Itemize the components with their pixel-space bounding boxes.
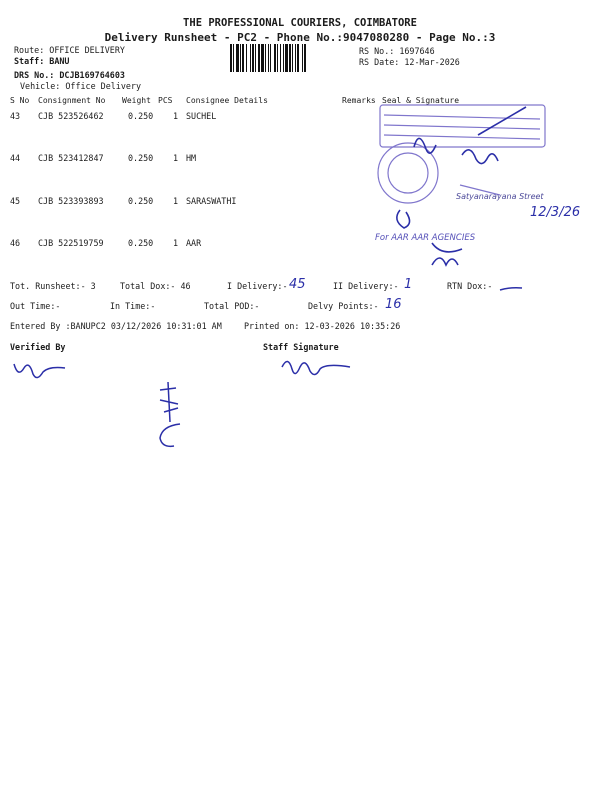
i-delivery-label: I Delivery:- [227, 281, 288, 291]
printed-on: Printed on: 12-03-2026 10:35:26 [244, 321, 401, 331]
barcode-bar [230, 44, 232, 72]
row-weight: 0.250 [128, 238, 154, 248]
ii-delivery-value: 1 [404, 277, 413, 292]
barcode-bar [250, 44, 251, 72]
row-consignee: HM [186, 153, 197, 163]
delvy-points-label: Delvy Points:- [308, 301, 379, 311]
barcode-bar [236, 44, 239, 72]
row-pcs: 1 [173, 196, 179, 206]
stamp-street-text: Satyanarayana Street [456, 192, 544, 201]
route-label: Route: OFFICE DELIVERY [14, 45, 125, 55]
staff-signature-label: Staff Signature [263, 342, 339, 352]
barcode-bar [233, 44, 234, 72]
row-consignment: CJB 523393893 [38, 196, 104, 206]
drs-number: DRS No.: DCJB169764603 [14, 70, 125, 80]
total-pod: Total POD:- [204, 301, 260, 311]
row-pcs: 1 [173, 238, 179, 248]
ii-delivery-label: II Delivery:- [333, 281, 399, 291]
row-consignee: SUCHEL [186, 111, 217, 121]
barcode-bar [285, 44, 288, 72]
barcode-bar [270, 44, 271, 72]
row-consignment: CJB 523526462 [38, 111, 104, 121]
col-remarks: Remarks [342, 96, 376, 105]
out-time: Out Time:- [10, 301, 61, 311]
row-consignment: CJB 523412847 [38, 153, 104, 163]
row-consignee: AAR [186, 238, 202, 248]
row-weight: 0.250 [128, 196, 154, 206]
sign-date: 12/3/26 [530, 205, 581, 220]
row-sno: 44 [10, 153, 21, 163]
delvy-points-value: 16 [385, 297, 402, 312]
barcode-bar [252, 44, 254, 72]
barcode-bar [258, 44, 260, 72]
entered-by: Entered By :BANUPC2 03/12/2026 10:31:01 AM [10, 321, 222, 331]
verified-by-label: Verified By [10, 342, 66, 352]
vehicle-label: Vehicle: Office Delivery [20, 81, 142, 91]
col-consignee: Consignee Details [186, 96, 268, 105]
barcode-bar [283, 44, 284, 72]
verified-signature [8, 358, 68, 384]
barcode-bar [265, 44, 266, 72]
row-consignment: CJB 522519759 [38, 238, 104, 248]
row-sno: 43 [10, 111, 21, 121]
barcode-bar [277, 44, 278, 72]
barcode-bar [289, 44, 291, 72]
row-consignee: SARASWATHI [186, 196, 237, 206]
barcode-bar [242, 44, 244, 72]
barcode [230, 44, 355, 72]
row-weight: 0.250 [128, 153, 154, 163]
barcode-bar [295, 44, 296, 72]
col-seal-signature: Seal & Signature [382, 96, 460, 105]
barcode-bar [261, 44, 264, 72]
rs-date: RS Date: 12-Mar-2026 [359, 57, 460, 67]
total-runsheet: Tot. Runsheet:- 3 [10, 281, 96, 291]
barcode-bar [240, 44, 241, 72]
row-weight: 0.250 [128, 111, 154, 121]
rtn-dox: RTN Dox:- [447, 281, 493, 291]
col-weight: Weight [122, 96, 151, 105]
total-dox: Total Dox:- 46 [120, 281, 191, 291]
seal-stamps [370, 95, 595, 280]
i-delivery-value: 45 [289, 277, 306, 292]
initials-scribble [150, 378, 195, 450]
row-sno: 46 [10, 238, 21, 248]
row-sno: 45 [10, 196, 21, 206]
staff-label: Staff: BANU [14, 56, 70, 66]
staff-signature [278, 355, 358, 381]
runsheet-title: Delivery Runsheet - PC2 - Phone No.:9047080280 - Page No.:3 [104, 31, 496, 44]
rtn-dox-dash [498, 284, 524, 294]
barcode-bar [274, 44, 276, 72]
barcode-bar [268, 44, 269, 72]
col-sno: S No [10, 96, 30, 105]
in-time: In Time:- [110, 301, 156, 311]
row-pcs: 1 [173, 153, 179, 163]
receiver-note: For AAR AAR AGENCIES [375, 233, 476, 243]
barcode-bar [255, 44, 256, 72]
row-pcs: 1 [173, 111, 179, 121]
barcode-bar [280, 44, 281, 72]
barcode-bar [246, 44, 247, 72]
col-pcs: PCS [158, 96, 173, 105]
barcode-bar [297, 44, 299, 72]
rs-number: RS No.: 1697646 [359, 46, 435, 56]
col-consignment: Consignment No [38, 96, 106, 105]
barcode-bar [302, 44, 303, 72]
company-name: THE PROFESSIONAL COURIERS, COIMBATORE [183, 17, 417, 29]
barcode-bar [292, 44, 293, 72]
barcode-bar [304, 44, 306, 72]
